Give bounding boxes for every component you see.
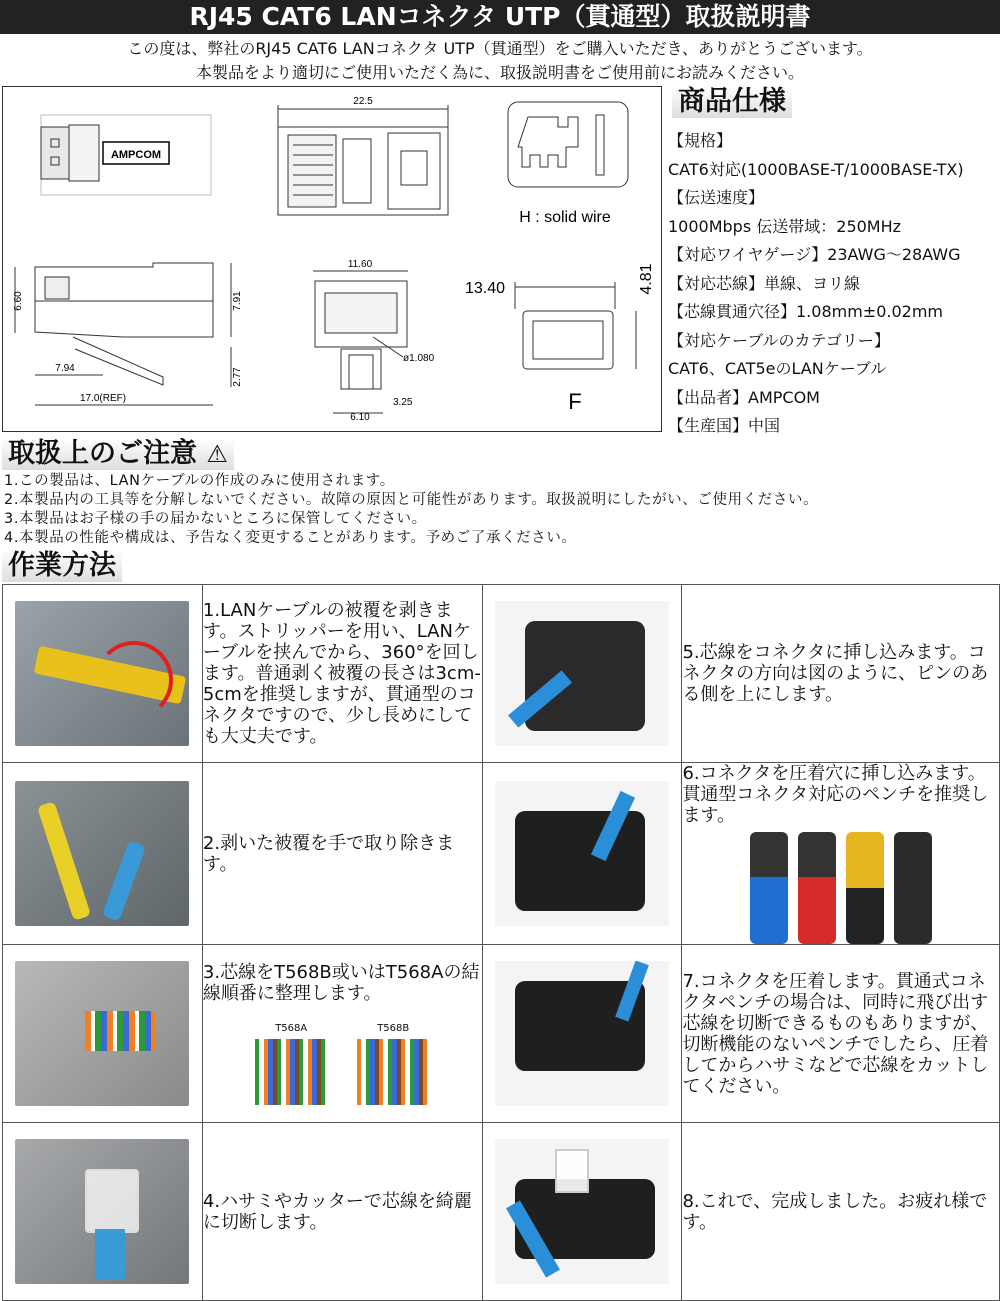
t568a-wires-icon [255,1039,327,1105]
method-heading: 作業方法 [2,550,122,582]
intro-line-1: この度は、弊社のRJ45 CAT6 LANコネクタ UTP（貫通型）をご購入いただき、ありがとうございます。 [127,39,873,58]
step-3-text: 3.芯線をT568B或いはT568Aの結線順番に整理します。 [202,962,480,1004]
t568a-label: T568A [275,1023,308,1034]
step-2-photo [3,763,203,945]
spec-line: 【生産国】中国 [668,416,781,435]
crimper-blue-icon [750,832,788,944]
connector-side-view [15,263,231,405]
dim-6-10: 6.10 [350,412,370,423]
spec-line: 【規格】 [668,131,733,150]
step-5-text: 5.芯線をコネクタに挿し込みます。コネクタの方向は図のように、ピンのある側を上にします。 [682,585,1000,763]
step-4-photo [3,1123,203,1301]
step-7-text: 7.コネクタを圧着します。貫通式コネクタペンチの場合は、同時に飛び出す芯線を切断できるものもありますが、切断機能のないペンチでしたら、圧着してからハサミなどで芯線をカットしてください。 [682,945,1000,1123]
dim-hole: ø1.080 [403,353,435,364]
dim-3-25: 3.25 [393,397,413,408]
spec-line: 【対応芯線】単線、ヨリ線 [668,273,861,293]
connector-f-view [515,282,636,369]
wiring-t568a [255,1018,327,1105]
dim-7-91: 7.91 [232,291,243,311]
step-3-cell [202,945,482,1123]
spec-line: 【伝送速度】 [668,188,765,207]
step-3-photo [3,945,203,1123]
dim-7-94: 7.94 [55,363,75,374]
f-label: F [568,389,582,414]
steps-table [2,584,1000,1301]
dim-17-ref: 17.0(REF) [79,393,127,404]
step-4-text: 4.ハサミやカッターで芯線を綺麗に切断します。 [202,1123,482,1301]
t568b-wires-icon [357,1039,429,1105]
crimper-red-icon [798,832,836,944]
dimension-drawing [2,86,662,432]
cautions-heading [2,438,234,470]
spec-line: 1000Mbps 伝送帯域：250MHz [668,216,902,236]
table-row [3,585,1000,763]
connector-plan-view [278,105,448,215]
dim-6-60: 6.60 [13,291,24,311]
specs-heading: 商品仕様 [672,86,792,118]
step-8-photo [482,1123,682,1301]
crimp-tool-photos [682,832,999,944]
crimper-yellow-icon [846,832,884,944]
step-6-photo [482,763,682,945]
step-6-cell [682,763,1000,945]
step-1-text: 1.LANケーブルの被覆を剥きます。ストリッパーを用い、LANケーブルを挟んでから、360°を回します。普通剥く被覆の長さは3cm-5cmを推奨しますが、貫通型のコネクタですので、少し長めにしても大丈夫です。 [202,585,482,763]
t568b-label: T568B [377,1023,410,1034]
caution-item: 2.本製品内の工具等を分解しないでください。故障の原因と可能性があります。取扱説明にしたがい、ご使用ください。 [4,492,819,508]
table-row [3,763,1000,945]
connector-front-view [313,271,408,413]
spec-line: CAT6対応(1000BASE-T/1000BASE-TX) [668,159,964,179]
wiring-t568b [357,1018,429,1105]
cautions-heading-text: 取扱上のご注意 [8,438,197,469]
dim-13-40: 13.40 [464,280,506,297]
solid-wire-label: H : solid wire [519,209,611,226]
intro-line-2: 本製品をより適切にご使用いただく為に、取扱説明書をご使用前にお読みください。 [195,63,804,82]
step-2-text: 2.剥いた被覆を手で取り除きます。 [202,763,482,945]
step-7-photo [482,945,682,1123]
caution-list [4,472,1000,548]
solid-wire-view [508,102,628,187]
spec-line: 【対応ケーブルのカテゴリー】 [668,330,890,350]
dim-22-5: 22.5 [353,96,373,107]
document-title: RJ45 CAT6 LANコネクタ UTP（貫通型）取扱説明書 [0,0,1000,34]
step-1-photo [3,585,203,763]
warning-icon: ⚠ [206,440,228,468]
spec-line: 【芯線貫通穴径】1.08mm±0.02mm [668,302,944,321]
brand-label: AMPCOM [110,149,162,161]
step-5-photo [482,585,682,763]
step-8-text: 8.これで、完成しました。お疲れ様です。 [682,1123,1000,1301]
dim-11-60: 11.60 [347,259,373,270]
dim-4-81: 4.81 [638,263,655,295]
spec-line: 【出品者】AMPCOM [668,387,820,407]
dim-2-77: 2.77 [232,367,243,387]
table-row [3,945,1000,1123]
spec-line: CAT6、CAT5eのLANケーブル [668,359,887,378]
spec-list [668,127,998,441]
step-6-text: 6.コネクタを圧着穴に挿し込みます。貫通型コネクタ対応のペンチを推奨します。 [682,763,989,826]
spec-line: 【対応ワイヤゲージ】23AWG〜28AWG [668,245,961,264]
caution-item: 4.本製品の性能や構成は、予告なく変更することがあります。予めご了承ください。 [4,530,577,546]
caution-item: 1.この製品は、LANケーブルの作成のみに使用されます。 [4,473,395,489]
table-row [3,1123,1000,1301]
crimper-black-icon [894,832,932,944]
caution-item: 3.本製品はお子様の手の届かないところに保管してください。 [4,511,427,527]
